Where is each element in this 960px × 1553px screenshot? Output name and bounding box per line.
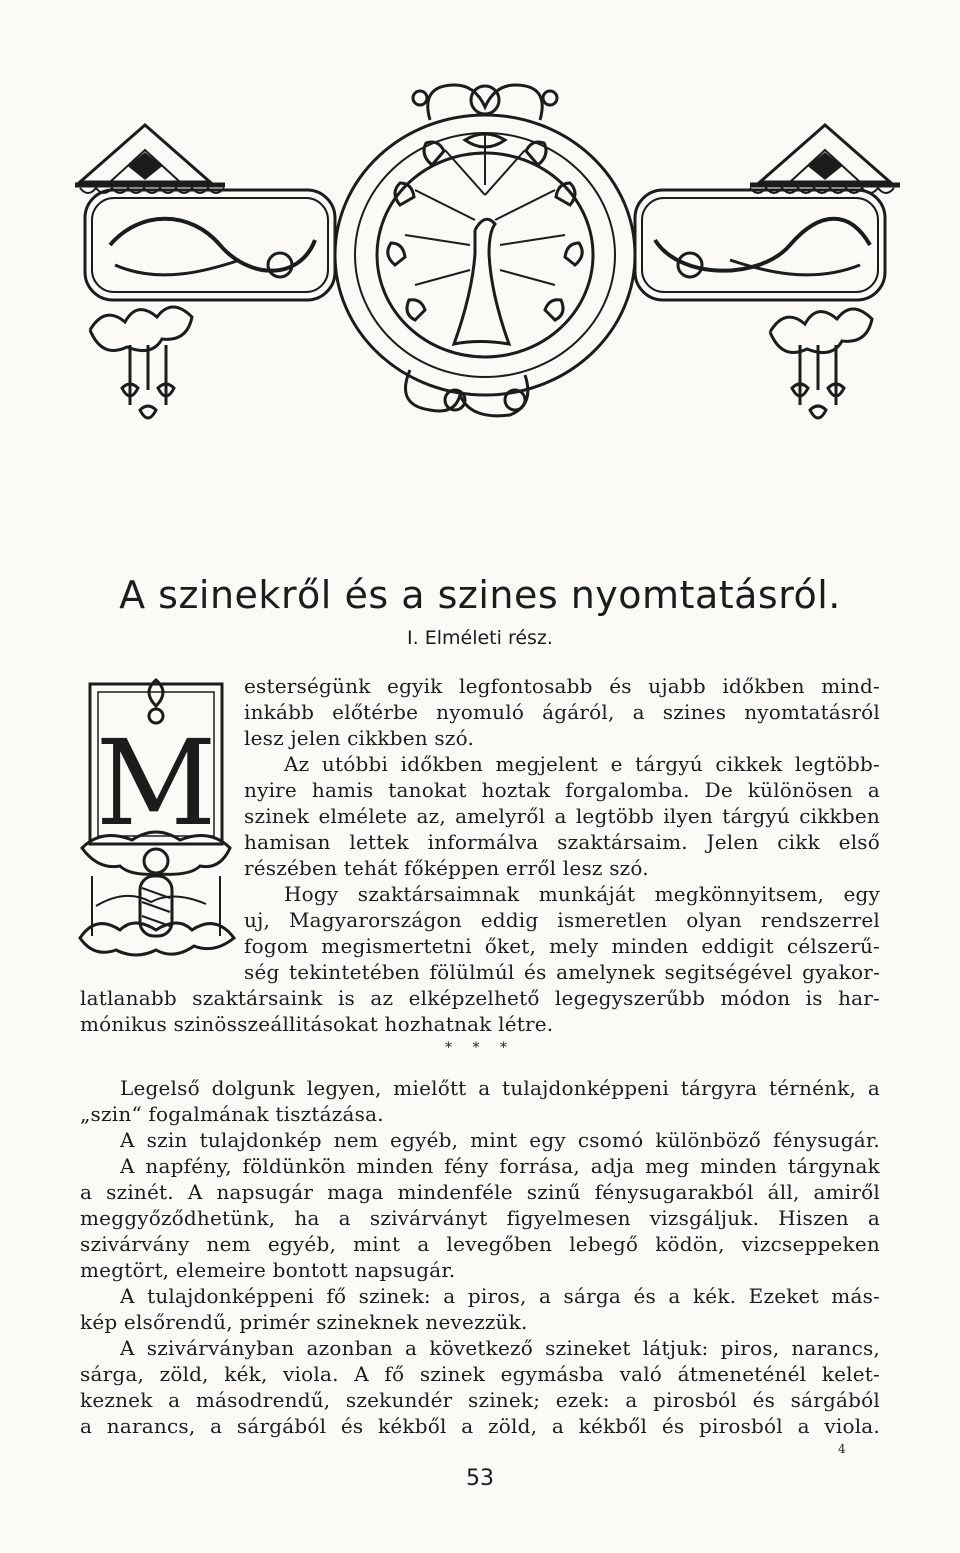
text-line: meggyőződhetünk, ha a szivárványt figyelmesen vizsgáljuk. Hiszen a bbox=[80, 1206, 880, 1230]
text-line: ség tekintetében fölülmúl és amelynek segitségével gyakor- bbox=[244, 960, 880, 984]
text-line: kép elsőrendű, primér szineknek nevezzük. bbox=[80, 1310, 528, 1334]
section-subtitle: I. Elméleti rész. bbox=[407, 627, 553, 649]
text-line: Legelső dolgunk legyen, mielőtt a tulajdonképpeni tárgyra térnénk, a bbox=[120, 1076, 880, 1100]
dropcap-letter: M bbox=[95, 714, 217, 852]
text-line: A tulajdonképpeni fő szinek: a piros, a sárga és a kék. Ezeket más- bbox=[120, 1284, 880, 1308]
text-line: Hogy szaktársaimnak munkáját megkönnyitsem, egy bbox=[284, 882, 880, 906]
text-line: sárga, zöld, kék, viola. A fő szinek egymásba való átmeneténél kelet- bbox=[80, 1362, 880, 1386]
text-line: nyire hamis tanokat hoztak forgalomba. De különösen a bbox=[244, 778, 880, 802]
text-line: fogom megismertetni őket, mely minden eddigit célszerű- bbox=[244, 934, 880, 958]
text-line: megtört, elemeire bontott napsugár. bbox=[80, 1258, 456, 1282]
text-line: latlanabb szaktársaink is az elképzelhető legegyszerűbb módon is har- bbox=[80, 986, 880, 1010]
text-line: mónikus szinösszeállitásokat hozhatnak létre. bbox=[80, 1012, 554, 1036]
text-line: A szin tulajdonkép nem egyéb, mint egy csomó különböző fénysugár. bbox=[120, 1128, 880, 1152]
text-line: „szin“ fogalmának tisztázása. bbox=[80, 1102, 384, 1126]
text-line: A szivárványban azonban a következő szineket látjuk: piros, narancs, bbox=[120, 1336, 880, 1360]
text-line: uj, Magyarországon eddig ismeretlen olyan rendszerrel bbox=[244, 908, 880, 932]
dropcap-ornament bbox=[78, 676, 236, 958]
text-line: A napfény, földünkön minden fény forrása, adja meg minden tárgynak bbox=[120, 1154, 880, 1178]
text-line: szivárvány nem egyéb, mint a levegőben lebegő ködön, vizcseppeken bbox=[80, 1232, 880, 1256]
text-line: lesz jelen cikkben szó. bbox=[244, 726, 475, 750]
text-line: inkább előtérbe nyomuló ágáról, a szines nyomtatásról bbox=[244, 700, 880, 724]
signature-mark: 4 bbox=[838, 1442, 846, 1456]
text-line: Az utóbbi időkben megjelent e tárgyú cikkek legtöbb- bbox=[284, 752, 880, 776]
text-line: hamisan lettek informálva szaktársaim. Jelen cikk első bbox=[244, 830, 880, 854]
section-separator: * * * bbox=[445, 1040, 515, 1056]
peacock-headpiece-ornament bbox=[70, 70, 900, 430]
page-number: 53 bbox=[466, 1466, 494, 1491]
text-line: esterségünk egyik legfontosabb és ujabb időkben mind- bbox=[244, 674, 880, 698]
text-line: a narancs, a sárgából és kékből a zöld, a kékből és pirosból a viola. bbox=[80, 1414, 880, 1438]
text-line: keznek a másodrendű, szekundér szinek; ezek: a pirosból és sárgából bbox=[80, 1388, 880, 1412]
text-line: részében tehát főképpen erről lesz szó. bbox=[244, 856, 649, 880]
text-line: szinek elmélete az, amelyről a legtöbb ilyen tárgyú cikkben bbox=[244, 804, 880, 828]
text-line: a szinét. A napsugár maga mindenféle szinű fénysugarakból áll, amiről bbox=[80, 1180, 880, 1204]
article-title: A szinekről és a szines nyomtatásról. bbox=[119, 573, 841, 618]
